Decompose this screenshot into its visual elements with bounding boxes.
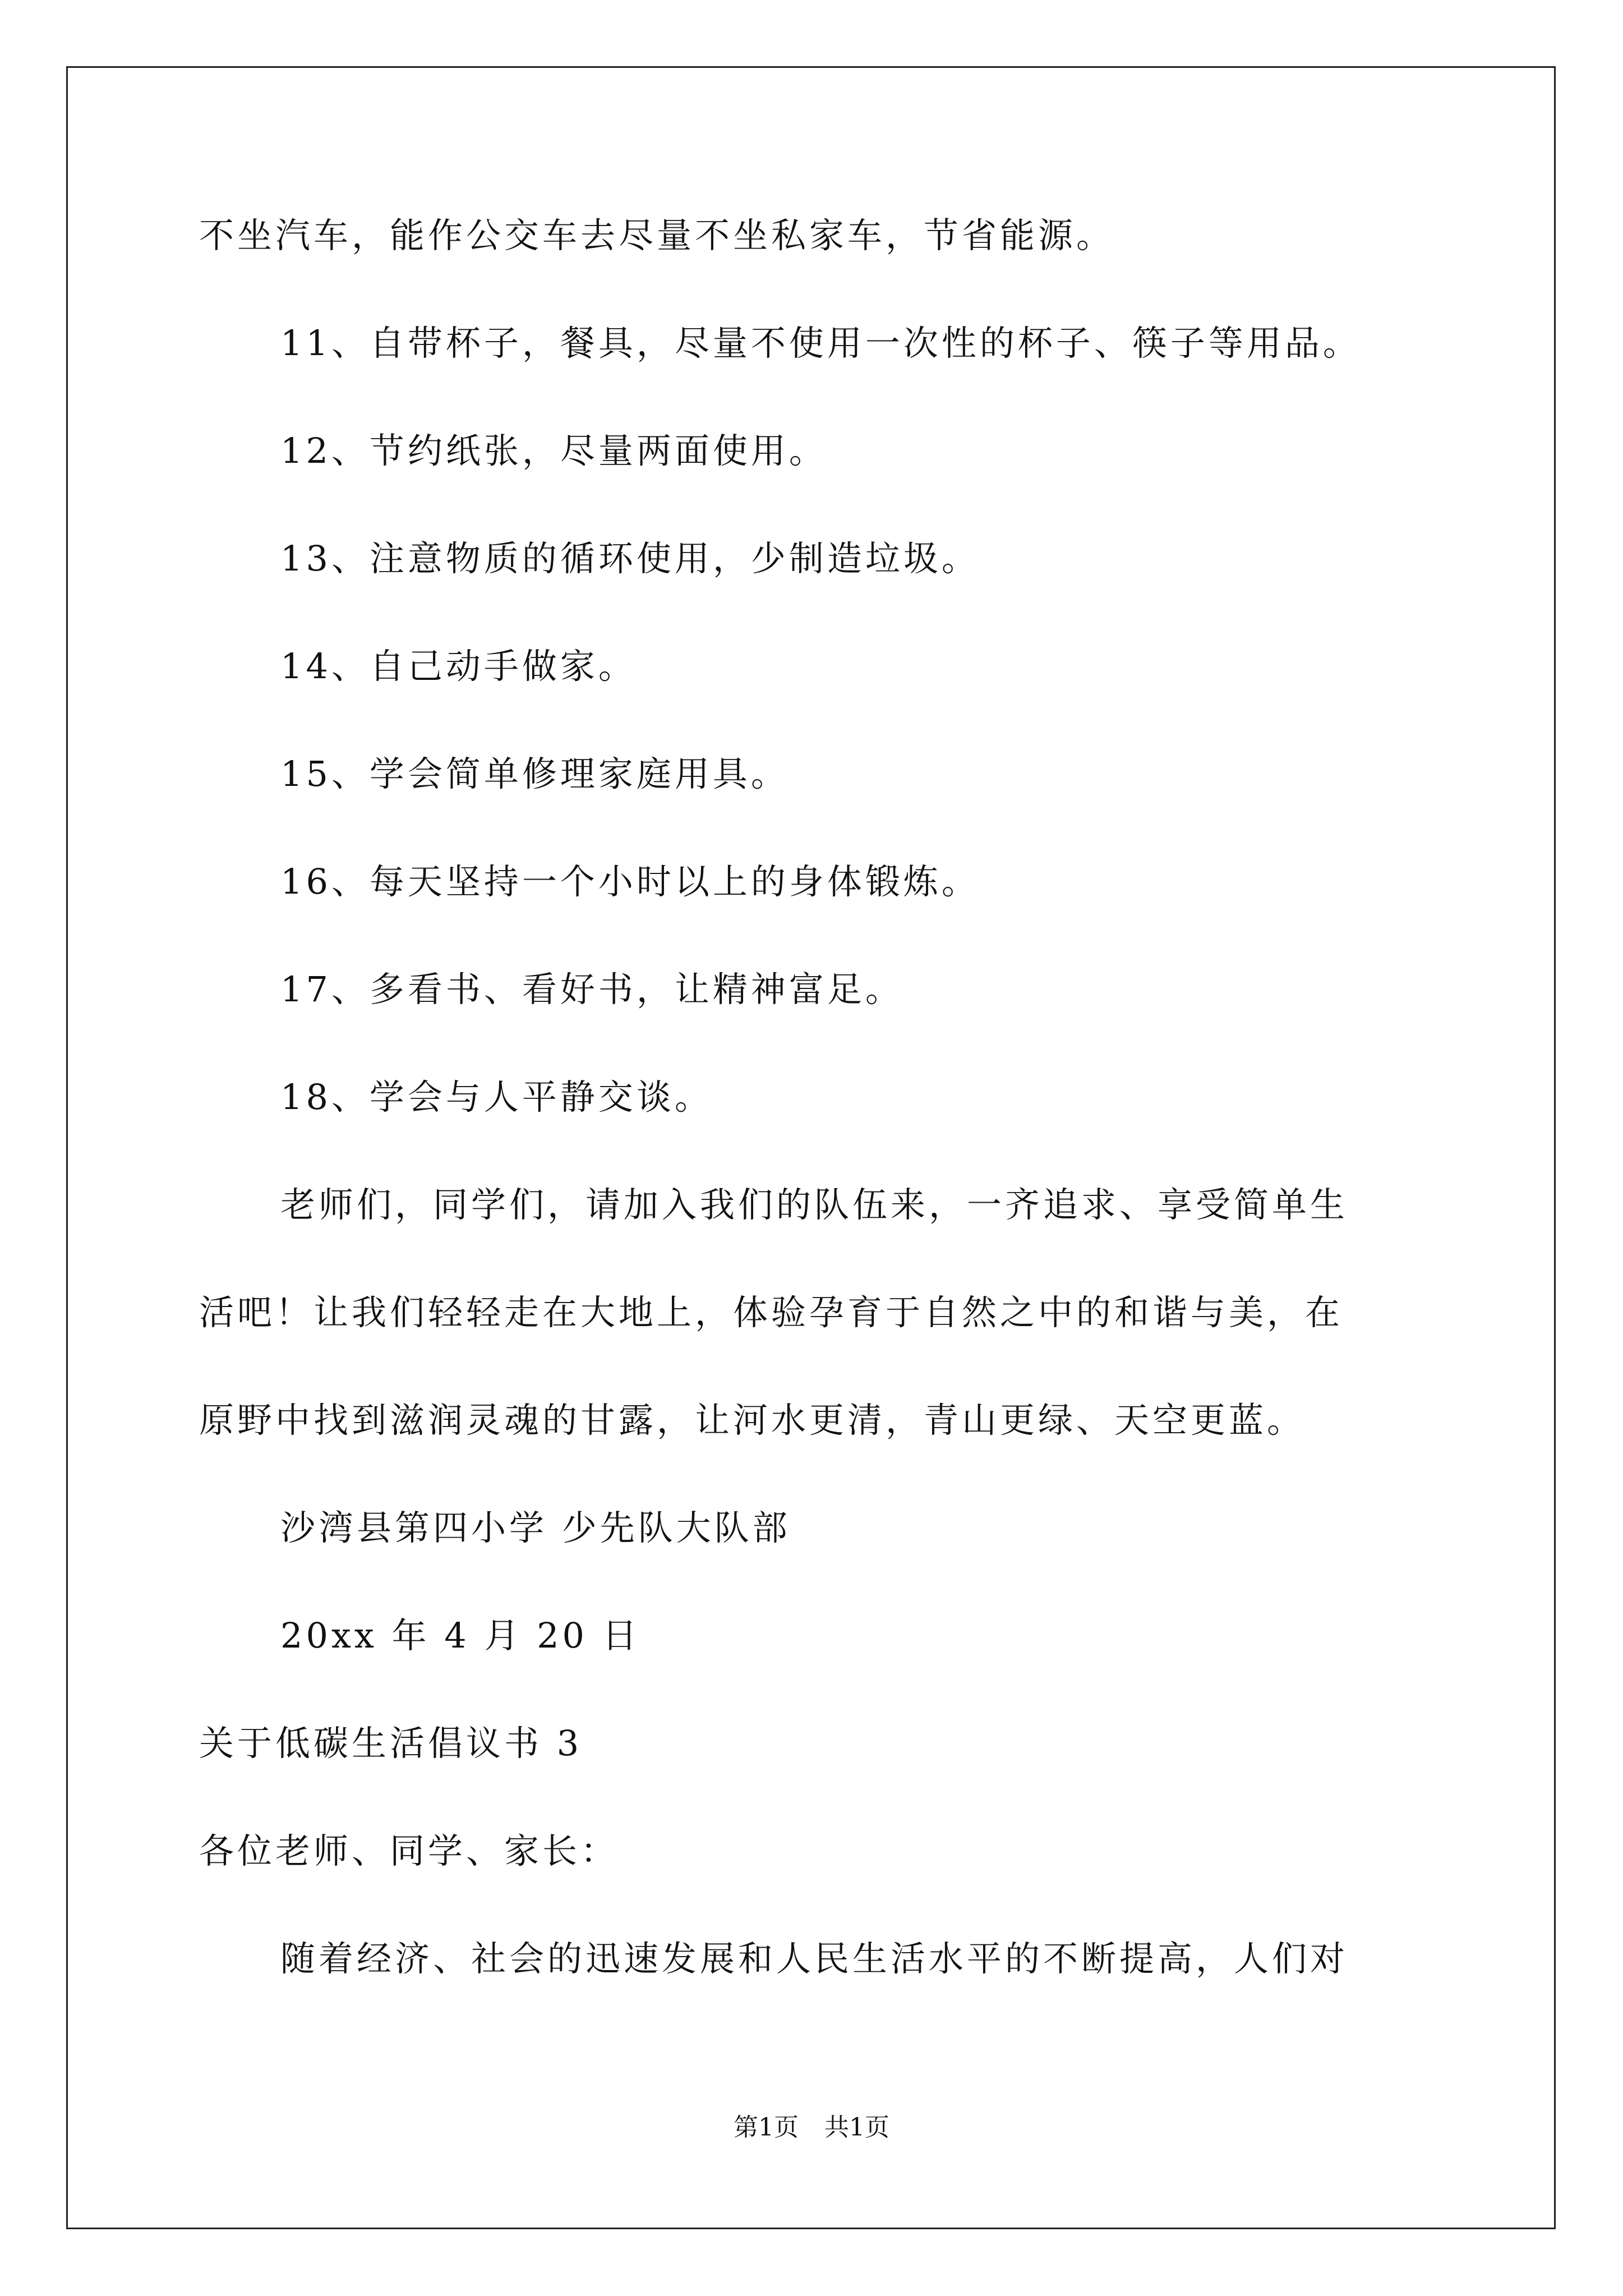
text-line: 18、学会与人平静交谈。	[280, 1076, 713, 1117]
text-line: 17、多看书、看好书，让精神富足。	[280, 969, 903, 1010]
signature-date: 20xx 年 4 月 20 日	[280, 1615, 640, 1656]
page-footer	[0, 2112, 1623, 2143]
text-line: 活吧！让我们轻轻走在大地上，体验孕育于自然之中的和谐与美，在	[199, 1292, 1344, 1333]
text-line: 13、注意物质的循环使用，少制造垃圾。	[280, 538, 980, 579]
page-number: 第1页	[734, 2113, 799, 2142]
text-line: 不坐汽车，能作公交车去尽量不坐私家车，节省能源。	[199, 215, 1115, 256]
text-line: 随着经济、社会的迅速发展和人民生活水平的不断提高，人们对	[280, 1938, 1349, 1979]
text-line: 15、学会简单修理家庭用具。	[280, 753, 789, 794]
text-line: 11、自带杯子，餐具，尽量不使用一次性的杯子、筷子等用品。	[280, 323, 1361, 364]
signature-organization: 沙湾县第四小学 少先队大队部	[280, 1507, 791, 1548]
text-line: 老师们，同学们，请加入我们的队伍来，一齐追求、享受简单生	[280, 1184, 1349, 1225]
text-line: 12、节约纸张，尽量两面使用。	[280, 430, 827, 471]
text-line: 14、自己动手做家。	[280, 646, 637, 687]
text-line: 原野中找到滋润灵魂的甘露，让河水更清，青山更绿、天空更蓝。	[199, 1400, 1306, 1441]
salutation: 各位老师、同学、家长：	[199, 1830, 619, 1871]
page-total: 共1页	[824, 2113, 889, 2142]
text-line: 16、每天坚持一个小时以上的身体锻炼。	[280, 861, 980, 902]
section-title: 关于低碳生活倡议书 3	[199, 1723, 583, 1764]
page-frame	[66, 66, 1556, 2229]
